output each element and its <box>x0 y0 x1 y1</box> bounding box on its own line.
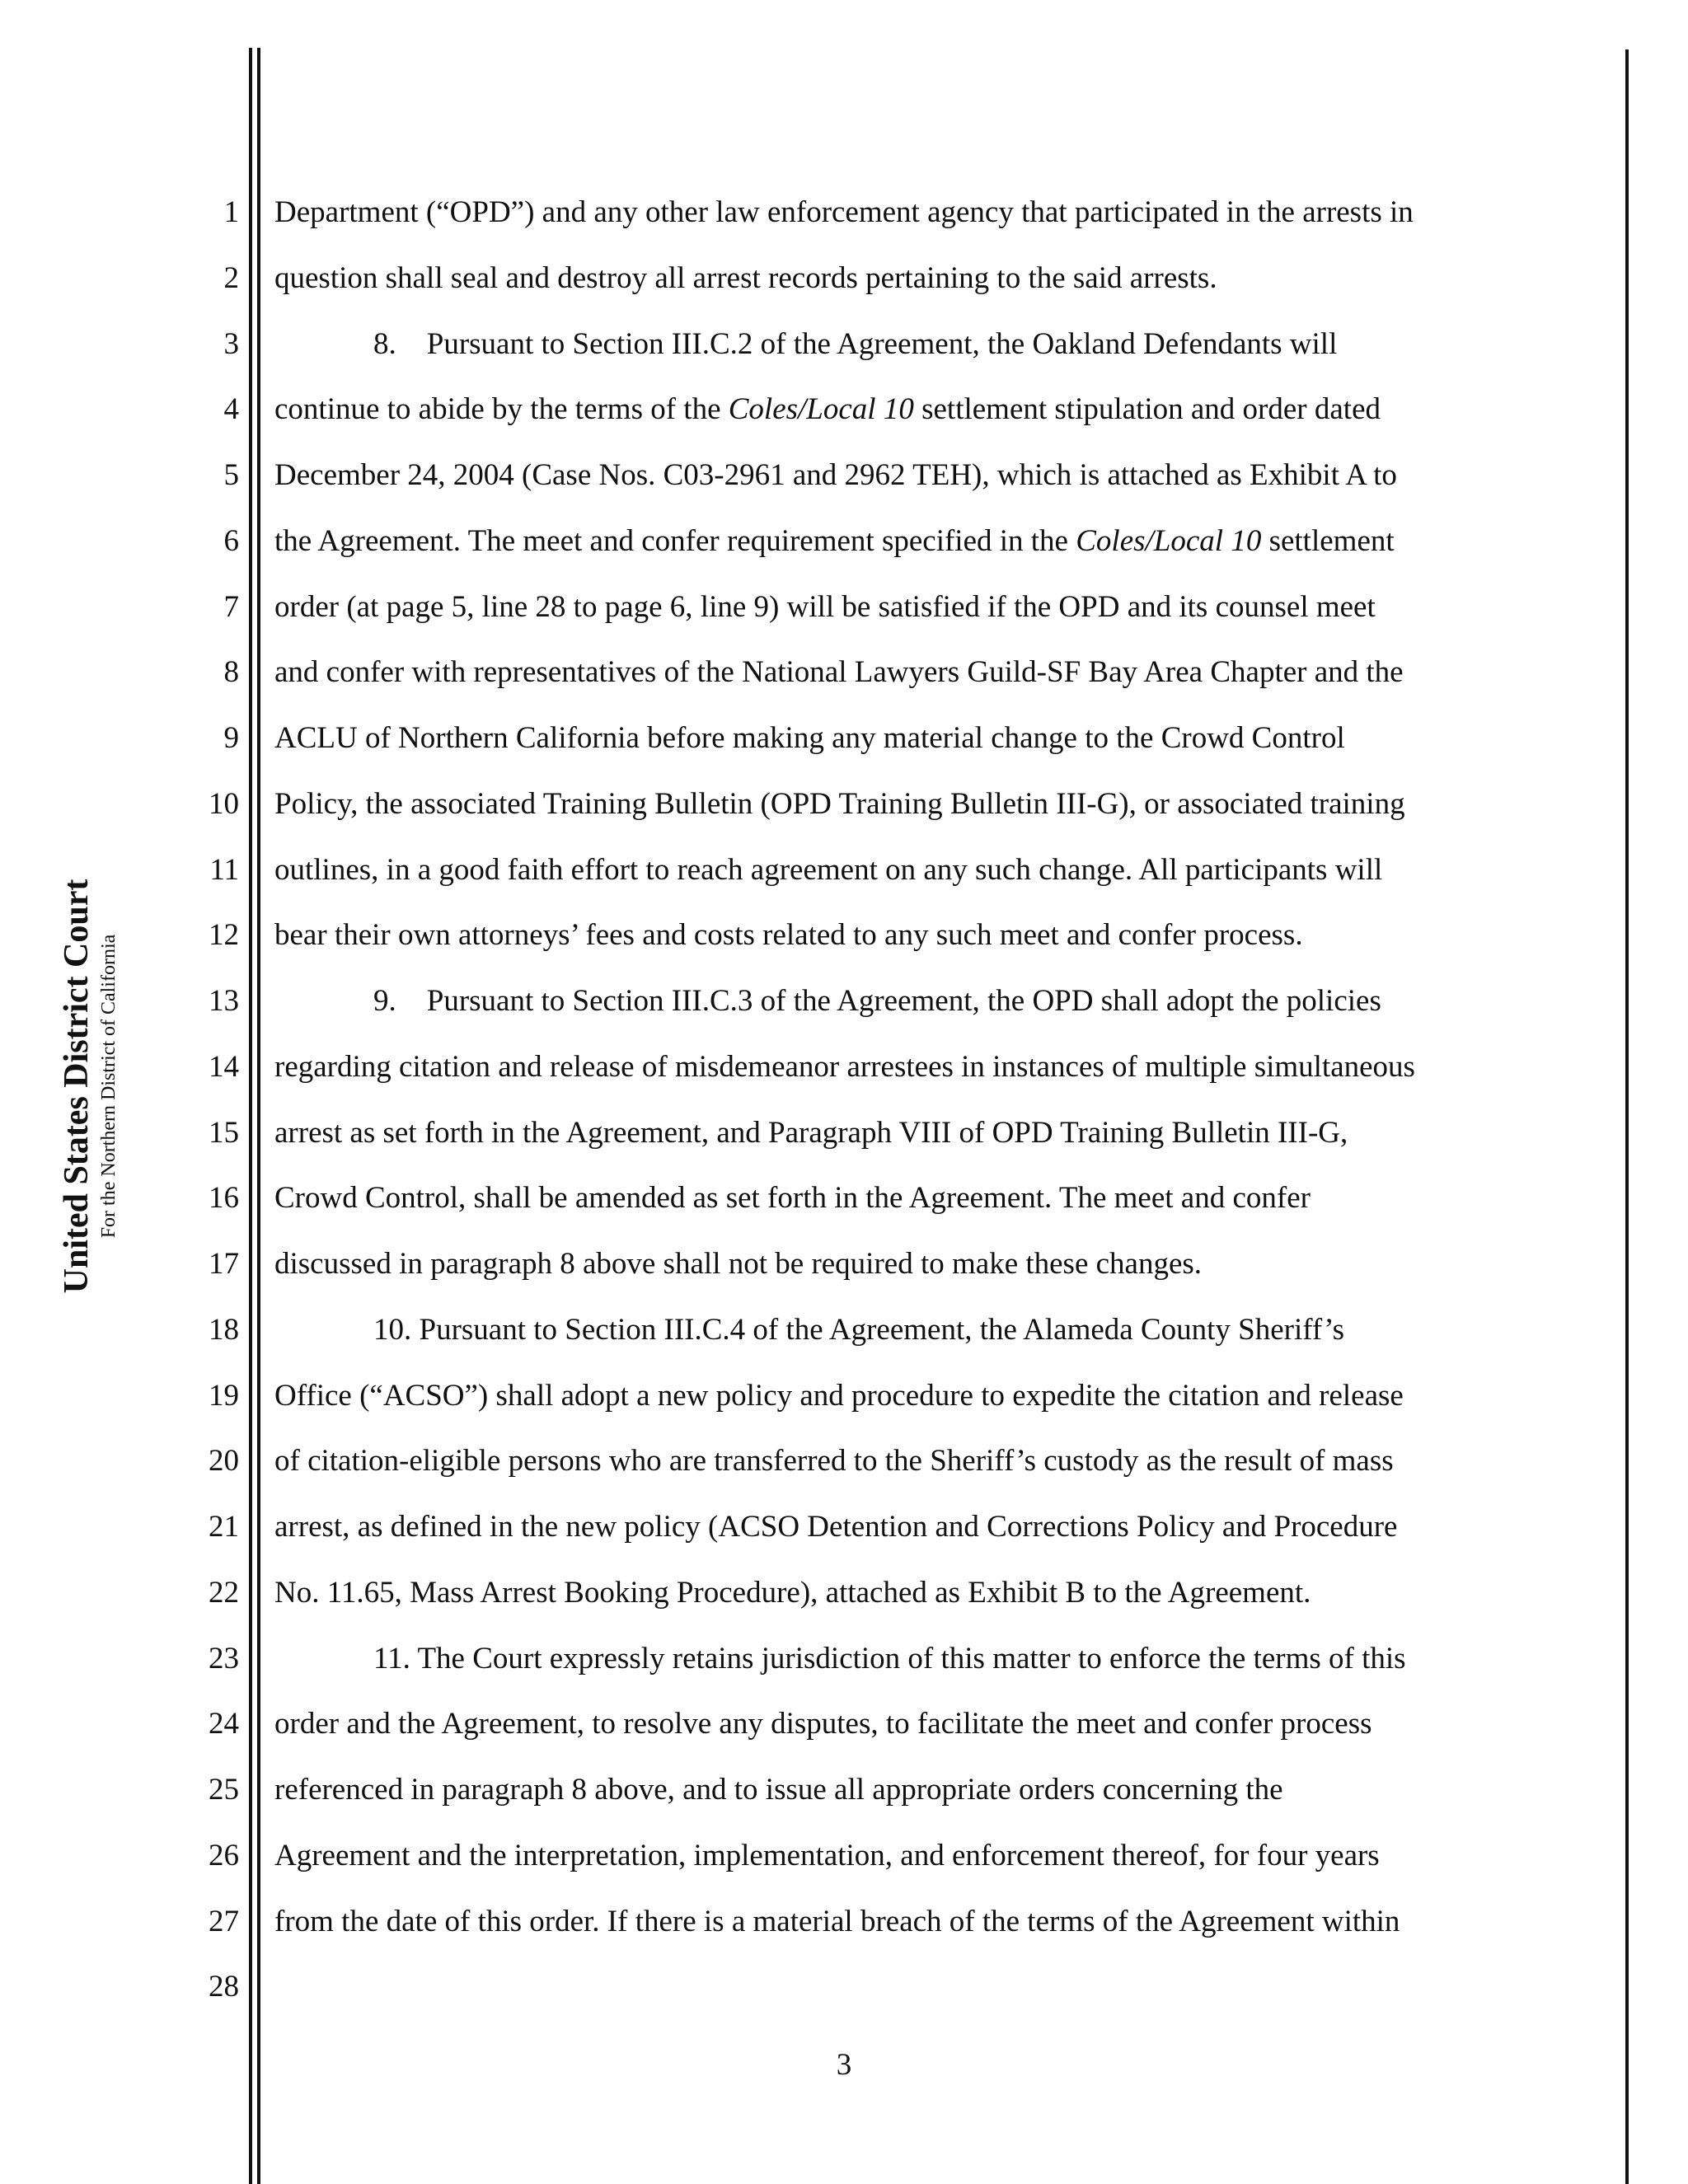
text-line-8: and confer with representatives of the National Lawyers Guild-SF Bay Area Chapter and the <box>274 655 1404 690</box>
line-number: 16 <box>209 1181 239 1216</box>
line-number: 1 <box>223 195 239 229</box>
text-line-15: arrest as set forth in the Agreement, and Paragraph VIII of OPD Training Bulletin III-G, <box>274 1115 1348 1150</box>
text-line-9: ACLU of Northern California before making any material change to the Crowd Control <box>274 721 1345 755</box>
text-line-6-post: settlement <box>1261 523 1395 558</box>
text-line-7: order (at page 5, line 28 to page 6, line 9) will be satisfied if the OPD and its counsel meet <box>274 589 1376 624</box>
text-line-2: question shall seal and destroy all arrest records pertaining to the said arrests. <box>274 260 1217 295</box>
left-margin-rule-outer <box>249 48 252 2184</box>
court-sidebar-label <box>57 879 121 1294</box>
case-name-italic: Coles/Local 10 <box>1076 523 1262 558</box>
text-line-21: arrest, as defined in the new policy (ACSO Detention and Corrections Policy and Procedure <box>274 1510 1398 1544</box>
case-name-italic: Coles/Local 10 <box>728 392 914 427</box>
line-number: 11 <box>209 852 239 887</box>
text-line-14: regarding citation and release of misdemeanor arrestees in instances of multiple simultaneous <box>274 1049 1415 1084</box>
text-line-25: referenced in paragraph 8 above, and to issue all appropriate orders concerning the <box>274 1773 1283 1807</box>
line-number: 26 <box>209 1838 239 1872</box>
text-line-11: outlines, in a good faith effort to reach agreement on any such change. All participants will <box>274 852 1383 887</box>
text-line-16: Crowd Control, shall be amended as set forth in the Agreement. The meet and confer <box>274 1181 1311 1216</box>
text-line-18: 10. Pursuant to Section III.C.4 of the Agreement, the Alameda County Sheriff’s <box>373 1312 1344 1347</box>
page-number: 3 <box>836 2048 852 2082</box>
text-line-13: 9. Pursuant to Section III.C.3 of the Agreement, the OPD shall adopt the policies <box>373 984 1381 1018</box>
text-line-6 <box>274 520 1610 586</box>
text-line-1: Department (“OPD”) and any other law enforcement agency that participated in the arrests in <box>274 195 1414 229</box>
text-line-4-pre: continue to abide by the terms of the <box>274 392 729 427</box>
line-number: 7 <box>223 589 239 624</box>
line-number: 25 <box>209 1773 239 1807</box>
line-number: 22 <box>209 1575 239 1610</box>
right-margin-rule <box>1625 49 1629 2184</box>
text-line-26: Agreement and the interpretation, implementation, and enforcement thereof, for four years <box>274 1838 1380 1872</box>
line-number: 27 <box>209 1904 239 1938</box>
line-number: 21 <box>209 1510 239 1544</box>
text-line-17: discussed in paragraph 8 above shall not be required to make these changes. <box>274 1247 1203 1281</box>
line-number: 8 <box>223 655 239 690</box>
text-line-24: order and the Agreement, to resolve any disputes, to facilitate the meet and confer process <box>274 1707 1372 1741</box>
body-text <box>274 191 1610 2032</box>
text-line-10: Policy, the associated Training Bulletin (OPD Training Bulletin III-G), or associated training <box>274 786 1405 821</box>
line-number: 15 <box>209 1115 239 1150</box>
line-number: 13 <box>209 984 239 1018</box>
line-number: 3 <box>223 326 239 361</box>
text-line-27: from the date of this order. If there is a material breach of the terms of the Agreement within <box>274 1904 1400 1938</box>
line-number: 18 <box>209 1312 239 1347</box>
line-number: 5 <box>223 458 239 492</box>
line-number: 12 <box>209 918 239 953</box>
text-line-3: 8. Pursuant to Section III.C.2 of the Agreement, the Oakland Defendants will <box>373 326 1338 361</box>
text-line-6-pre: the Agreement. The meet and confer requirement specified in the <box>274 523 1076 558</box>
text-line-12: bear their own attorneys’ fees and costs related to any such meet and confer process. <box>274 918 1303 953</box>
line-number-column <box>165 191 239 2032</box>
text-line-28 <box>274 1966 1610 2032</box>
left-margin-rule-inner <box>257 48 260 2184</box>
line-number: 19 <box>209 1378 239 1413</box>
line-number: 23 <box>209 1641 239 1675</box>
line-number: 17 <box>209 1247 239 1281</box>
text-line-23: 11. The Court expressly retains jurisdiction of this matter to enforce the terms of this <box>373 1641 1406 1675</box>
line-number: 24 <box>209 1707 239 1741</box>
text-line-19: Office (“ACSO”) shall adopt a new policy and procedure to expedite the citation and release <box>274 1378 1404 1413</box>
court-district: For the Northern District of California <box>98 934 120 1239</box>
text-line-22: No. 11.65, Mass Arrest Booking Procedure), attached as Exhibit B to the Agreement. <box>274 1575 1311 1610</box>
line-number: 6 <box>223 523 239 558</box>
line-number: 28 <box>209 1970 239 2004</box>
line-number: 14 <box>209 1049 239 1084</box>
text-line-4 <box>274 388 1610 454</box>
line-number: 10 <box>209 786 239 821</box>
line-number: 4 <box>223 392 239 427</box>
line-number: 20 <box>209 1444 239 1479</box>
line-number: 9 <box>223 721 239 755</box>
text-line-20: of citation-eligible persons who are transferred to the Sheriff’s custody as the result of mass <box>274 1444 1394 1479</box>
court-name: United States District Court <box>58 879 96 1294</box>
line-number: 2 <box>223 260 239 295</box>
text-line-4-post: settlement stipulation and order dated <box>913 392 1381 427</box>
text-line-5: December 24, 2004 (Case Nos. C03-2961 and 2962 TEH), which is attached as Exhibit A to <box>274 458 1397 492</box>
